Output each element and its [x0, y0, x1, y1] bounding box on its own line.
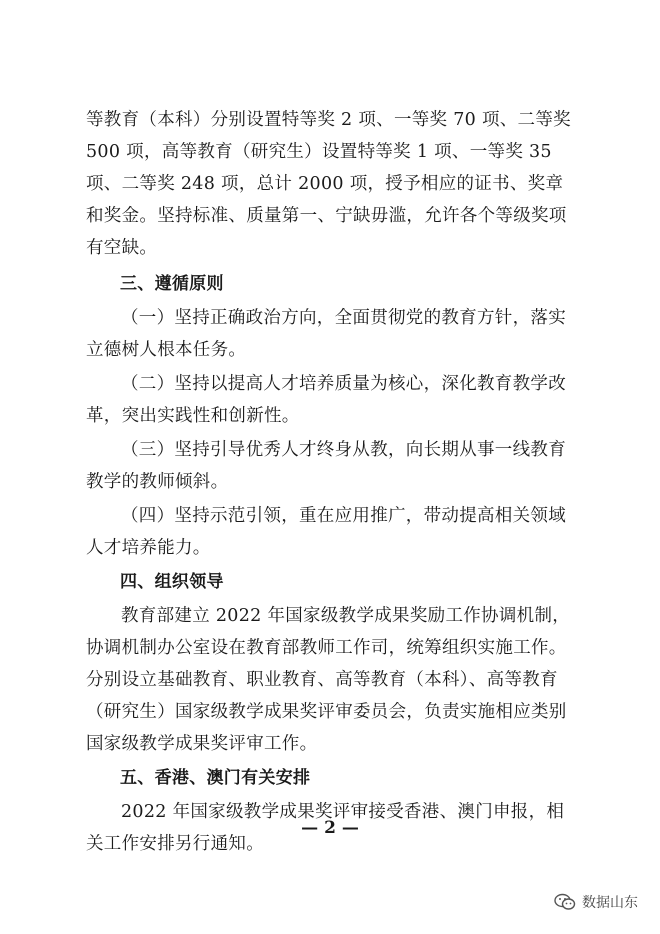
paragraph-principle-2: （二）坚持以提高人才培养质量为核心，深化教育教学改革，突出实践性和创新性。 [86, 374, 566, 426]
paragraph-principle-3: （三）坚持引导优秀人才终身从教，向长期从事一线教育教学的教师倾斜。 [86, 440, 566, 492]
paragraph-award-counts: 等教育（本科）分别设置特等奖 2 项、一等奖 70 项、二等奖 500 项，高等教育（研究生）设置特等奖 1 项、一等奖 35 项、二等奖 248 项，总计 2000 项，授予相应的证书、奖章和奖金。坚持标准、质量第一、宁缺毋滥，允许各个等级奖项有空缺。 [86, 110, 571, 258]
paragraph-organization: 教育部建立 2022 年国家级教学成果奖励工作协调机制，协调机制办公室设在教育部教师工作司，统筹组织实施工作。分别设立基础教育、职业教育、高等教育（本科）、高等教育（研究生）国家级教学成果奖评审委员会，负责实施相应类别国家级教学成果奖评审工作。 [86, 606, 571, 754]
page-number: — 2 — [301, 818, 359, 838]
paragraph-hk-macao: 2022 年国家级教学成果奖评审接受香港、澳门申报，相关工作安排另行通知。 [86, 802, 565, 854]
watermark-label: 数据山东 [582, 895, 638, 911]
wechat-icon [554, 893, 576, 911]
paragraph-principle-4: （四）坚持示范引领，重在应用推广，带动提高相关领域人才培养能力。 [86, 506, 566, 558]
section-heading-organization: 四、组织领导 [120, 572, 224, 592]
section-heading-hk-macao: 五、香港、澳门有关安排 [120, 768, 311, 788]
section-heading-principles: 三、遵循原则 [120, 274, 224, 294]
watermark [554, 892, 638, 912]
document-body [86, 104, 580, 860]
paragraph-principle-1: （一）坚持正确政治方向，全面贯彻党的教育方针，落实立德树人根本任务。 [86, 308, 566, 360]
